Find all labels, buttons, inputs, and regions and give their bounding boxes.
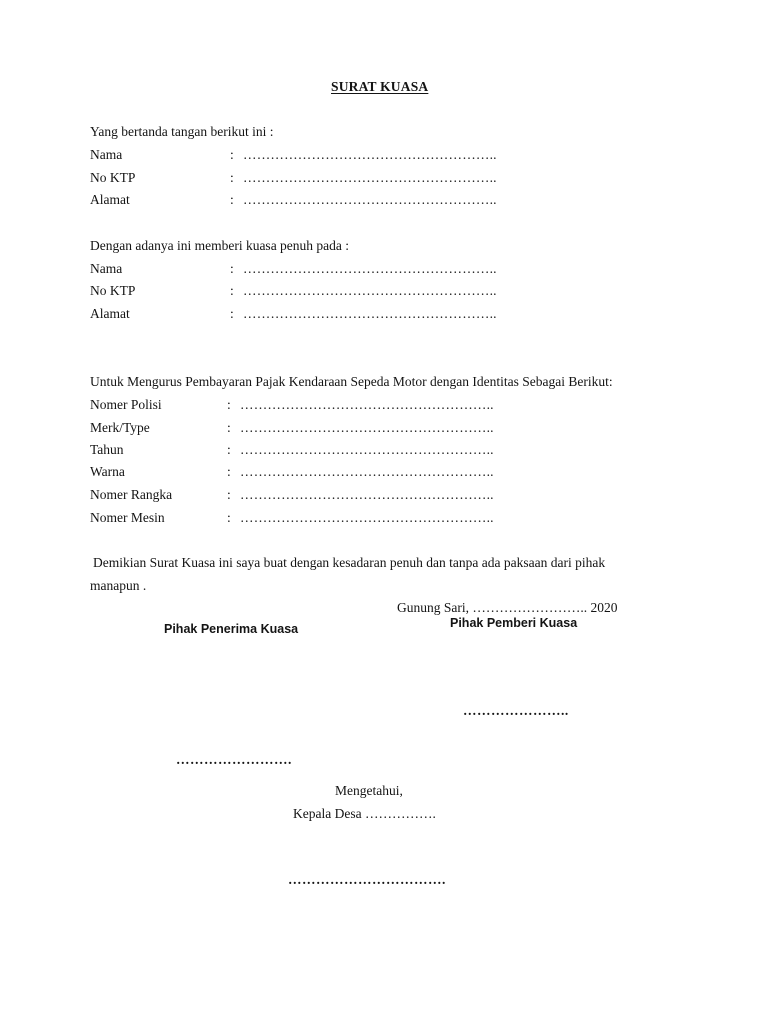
field-colon: :: [227, 397, 231, 412]
field-blank: ………………………………………………..: [243, 170, 497, 185]
field-colon: :: [230, 306, 234, 321]
field-colon: :: [227, 510, 231, 525]
grantee-signature-line: …………………….: [176, 752, 292, 767]
document-title: SURAT KUASA: [331, 79, 429, 94]
field-blank: ………………………………………………..: [243, 192, 497, 207]
field-colon: :: [227, 442, 231, 457]
acknowledge-label: Mengetahui,: [335, 783, 403, 798]
field-label: Nama: [90, 147, 123, 162]
field-label: Merk/Type: [90, 420, 150, 435]
field-colon: :: [230, 261, 234, 276]
grantee-intro: Dengan adanya ini memberi kuasa penuh pada :: [90, 238, 350, 253]
village-head-signature-line: …………………………….: [288, 872, 446, 887]
field-colon: :: [230, 192, 234, 207]
field-blank: ………………………………………………..: [240, 420, 494, 435]
field-blank: ………………………………………………..: [240, 487, 494, 502]
closing-statement-line2: manapun .: [90, 578, 147, 593]
field-blank: ………………………………………………..: [240, 464, 494, 479]
grantor-intro: Yang bertanda tangan berikut ini :: [90, 124, 274, 139]
field-blank: ………………………………………………..: [243, 306, 497, 321]
field-label: Nomer Rangka: [90, 487, 173, 502]
field-blank: ………………………………………………..: [243, 283, 497, 298]
field-colon: :: [230, 147, 234, 162]
field-blank: ………………………………………………..: [243, 261, 497, 276]
field-label: Alamat: [90, 306, 130, 321]
field-colon: :: [230, 283, 234, 298]
field-label: Tahun: [90, 442, 124, 457]
field-blank: ………………………………………………..: [240, 442, 494, 457]
field-label: Nomer Polisi: [90, 397, 162, 412]
closing-statement-line1: Demikian Surat Kuasa ini saya buat dengan kesadaran penuh dan tanpa ada paksaan dari pihak: [93, 555, 606, 570]
field-colon: :: [227, 487, 231, 502]
field-label: Alamat: [90, 192, 130, 207]
field-blank: ………………………………………………..: [243, 147, 497, 162]
field-label: Nomer Mesin: [90, 510, 165, 525]
grantee-signatory-label: Pihak Penerima Kuasa: [164, 622, 299, 636]
field-blank: ………………………………………………..: [240, 397, 494, 412]
field-colon: :: [227, 464, 231, 479]
field-blank: ………………………………………………..: [240, 510, 494, 525]
field-colon: :: [230, 170, 234, 185]
field-colon: :: [227, 420, 231, 435]
grantor-signatory-label: Pihak Pemberi Kuasa: [450, 616, 578, 630]
place-date: Gunung Sari, …………………….. 2020: [397, 600, 618, 615]
village-head-label: Kepala Desa …………….: [293, 806, 436, 821]
field-label: Warna: [90, 464, 125, 479]
field-label: Nama: [90, 261, 123, 276]
purpose-statement: Untuk Mengurus Pembayaran Pajak Kendaraan Sepeda Motor dengan Identitas Sebagai Berikut:: [90, 374, 613, 389]
field-label: No KTP: [90, 283, 136, 298]
grantor-signature-line: …………………..: [463, 703, 569, 718]
field-label: No KTP: [90, 170, 136, 185]
